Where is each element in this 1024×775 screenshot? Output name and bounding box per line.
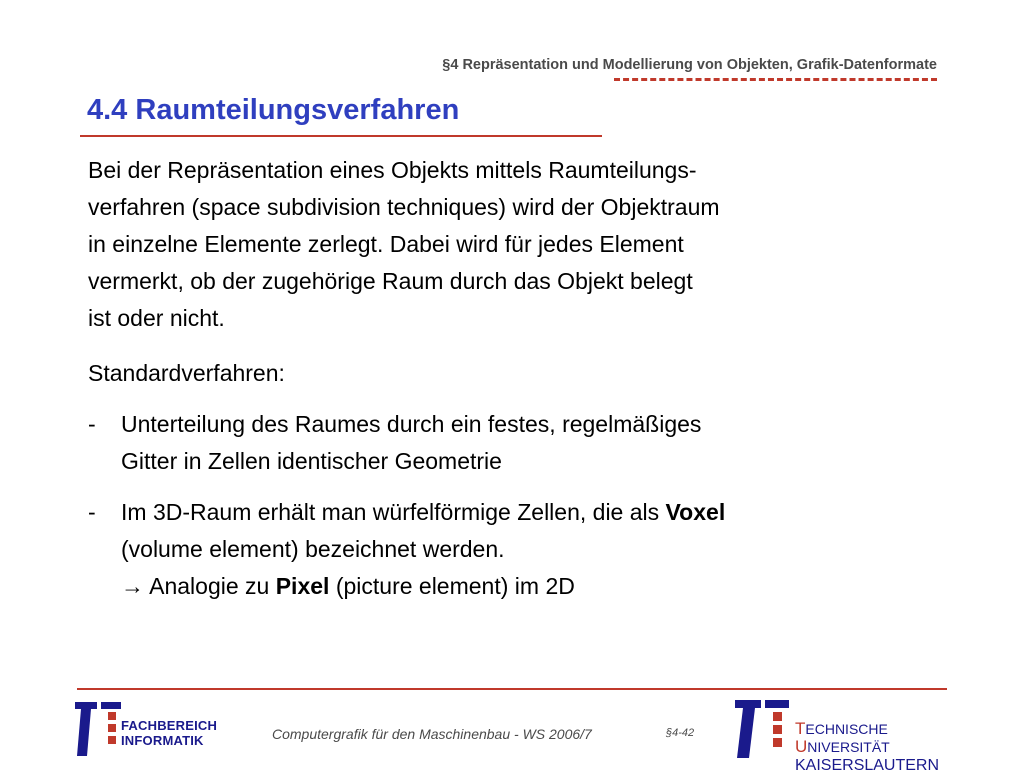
intro-line: vermerkt, ob der zugehörige Raum durch das Objekt belegt (88, 268, 693, 294)
intro-line: Bei der Repräsentation eines Objekts mittels Raumteilungs- (88, 157, 697, 183)
tu-text (795, 720, 950, 775)
bullet-item (88, 406, 888, 480)
fb-t-logo-icon (75, 700, 125, 758)
bullet-line: Analogie zu (144, 573, 276, 599)
bullet-line: Im 3D-Raum erhält man würfelförmige Zellen, die als (121, 499, 666, 525)
tu-kaiserslautern-logo (735, 698, 950, 774)
tu-text-rest: ECHNISCHE (805, 721, 888, 737)
page-number: §4-42 (666, 727, 695, 739)
subheading: Standardverfahren: (88, 360, 285, 386)
voxel-term: Voxel (665, 499, 726, 525)
section-breadcrumb: §4 Repräsentation und Modellierung von Objekten, Grafik-Datenformate (442, 57, 937, 73)
bullet-dash: - (88, 499, 96, 525)
header-divider (614, 78, 937, 81)
bullet-dash: - (88, 411, 96, 437)
course-label: Computergrafik für den Maschinenbau - WS 2006/7 (272, 726, 592, 742)
tu-cap-u: U (795, 737, 808, 756)
pixel-term: Pixel (275, 573, 330, 599)
intro-paragraph (88, 152, 888, 337)
intro-line: verfahren (space subdivision techniques) wird der Objektraum (88, 194, 720, 220)
bullet-line: (picture element) im 2D (329, 573, 575, 599)
bullet-line: (volume element) bezeichnet werden. (121, 536, 505, 562)
intro-line: in einzelne Elemente zerlegt. Dabei wird für jedes Element (88, 231, 684, 257)
tu-t-logo-icon (735, 698, 793, 760)
fb-line1: FACHBEREICH (121, 718, 218, 733)
tu-text-rest: NIVERSITÄT (807, 739, 890, 755)
slide-title: 4.4 Raumteilungsverfahren (87, 94, 460, 126)
fb-text (121, 718, 217, 748)
intro-line: ist oder nicht. (88, 305, 225, 331)
bullet-line: Gitter in Zellen identischer Geometrie (121, 448, 502, 474)
slide-body (88, 152, 888, 605)
fb-line2: INFORMATIK (121, 733, 204, 748)
tu-line2: KAISERSLAUTERN (795, 757, 940, 774)
tu-cap-t: T (795, 719, 806, 738)
footer-divider (77, 688, 947, 690)
title-underline (80, 135, 602, 137)
arrow-icon: → (121, 573, 144, 599)
bullet-line: Unterteilung des Raumes durch ein festes, regelmäßiges (121, 411, 702, 437)
fachbereich-informatik-logo (75, 700, 235, 758)
bullet-item (88, 494, 888, 605)
